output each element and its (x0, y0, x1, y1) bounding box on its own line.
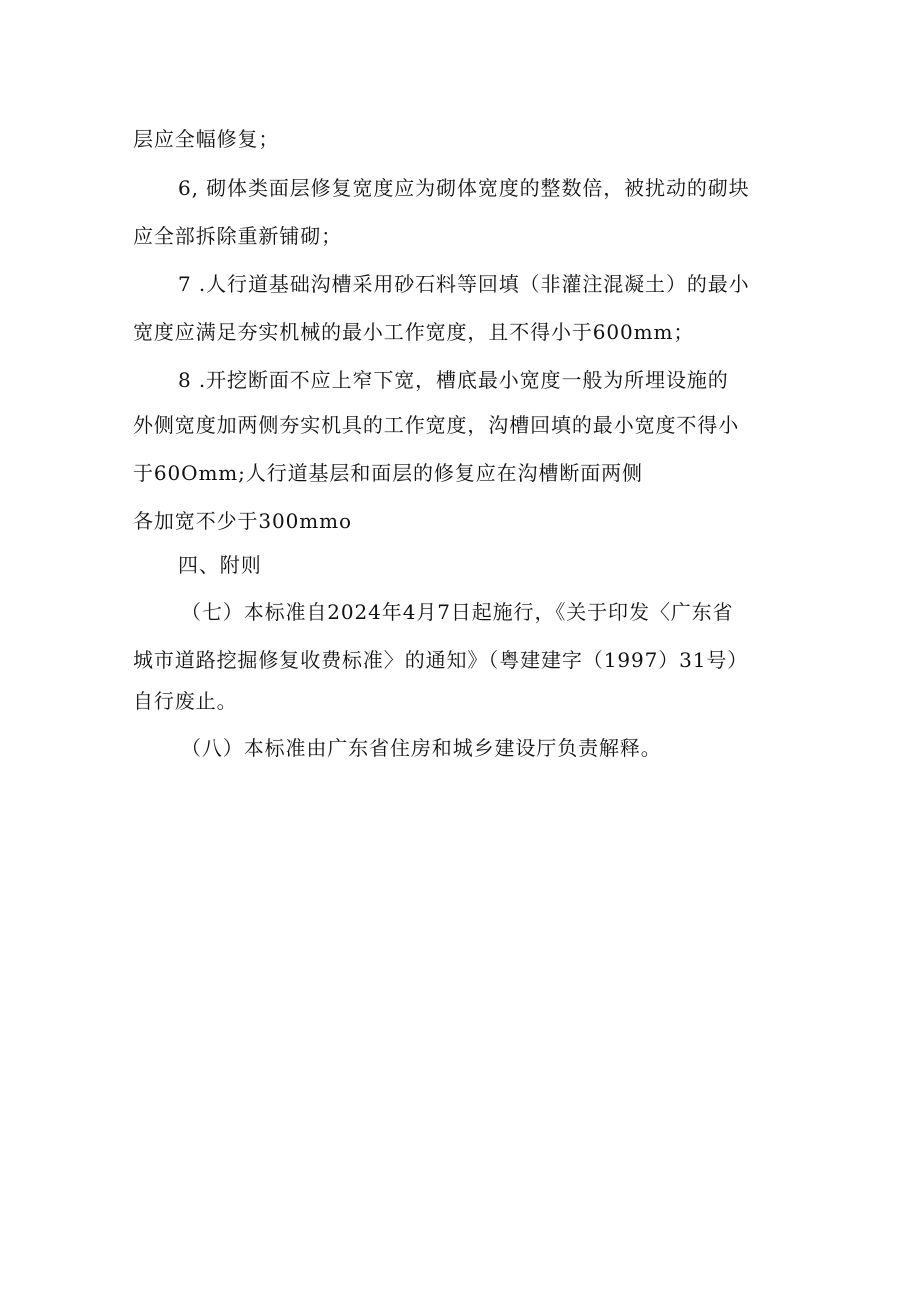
text-line-8: 于60Omm;人行道基层和面层的修复应在沟槽断面两侧 (133, 461, 643, 485)
text-line-5: 宽度应满足夯实机械的最小工作宽度，且不得小于600mm； (133, 320, 695, 344)
text-line-3: 应全部拆除重新铺砌； (133, 224, 342, 248)
section-heading-appendix: 四、附则 (178, 553, 262, 577)
text-line-2: 6, 砌体类面层修复宽度应为砌体宽度的整数倍，被扰动的砌块 (178, 176, 750, 200)
text-line-11: （七）本标准自2024年4月7日起施行，《关于印发〈广东省 (181, 600, 734, 624)
text-line-12: 城市道路挖掘修复收费标准〉的通知》（粤建建字（1997）31号） (133, 648, 749, 672)
text-line-6: 8 .开挖断面不应上窄下宽，槽底最小宽度一般为所埋设施的 (178, 368, 729, 392)
text-line-4: 7 .人行道基础沟槽采用砂石料等回填（非灌注混凝土）的最小 (178, 272, 750, 296)
text-line-13: 自行废止。 (133, 689, 238, 713)
text-line-1: 层应全幅修复； (133, 127, 280, 151)
text-line-9: 各加宽不少于300mmo (133, 509, 352, 533)
text-line-14: （八）本标准由广东省住房和城乡建设厅负责解释。 (181, 736, 662, 760)
text-line-7: 外侧宽度加两侧夯实机具的工作宽度，沟槽回填的最小宽度不得小 (133, 413, 740, 437)
